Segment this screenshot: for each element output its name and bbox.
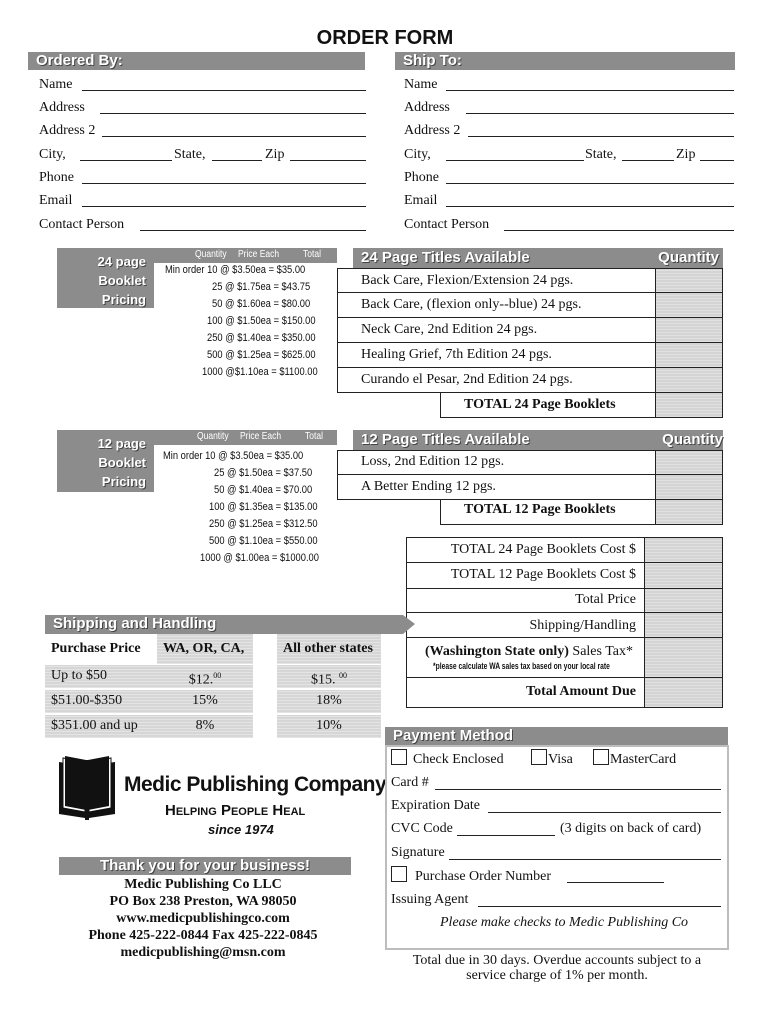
company-website: www.medicpublishingco.com [116, 911, 290, 926]
pricing24-row: 1000 @$1.10ea = $1100.00 [202, 366, 318, 378]
shipping-range: Up to $50 [45, 665, 157, 688]
page-title: ORDER FORM [316, 27, 454, 49]
payment-visa-option[interactable] [531, 749, 573, 769]
ship-to-name-label: Name [404, 77, 438, 92]
cost-sales-tax-label [425, 644, 633, 660]
ship-to-zip-field[interactable] [700, 160, 734, 161]
shipping-wa-value [157, 665, 253, 688]
shipping-arrow-icon [403, 615, 415, 634]
titles12-qty-header: Quantity [662, 431, 723, 448]
company-address: PO Box 238 Preston, WA 98050 [109, 894, 297, 909]
titles24-header [353, 248, 723, 268]
pricing24-row: 100 @ $1.50ea = $150.00 [207, 315, 316, 327]
ship-to-phone-label: Phone [404, 170, 439, 185]
titles24-item: Healing Grief, 7th Edition 24 pgs. [361, 347, 552, 362]
pricing12-label [57, 430, 154, 492]
titles12-total-input[interactable] [655, 500, 722, 524]
expiration-date-field[interactable] [488, 812, 721, 813]
cost-total12-input[interactable] [644, 563, 722, 588]
cost-sales-tax-row [406, 638, 723, 678]
cost-total24-label: TOTAL 24 Page Booklets Cost $ [450, 542, 636, 557]
titles24-qty-input[interactable] [655, 343, 722, 367]
pricing12-row: Min order 10 @ $3.50ea = $35.00 [163, 450, 304, 462]
titles24-header-text: 24 Page Titles Available [361, 249, 530, 266]
ordered-by-name-field[interactable] [82, 90, 366, 91]
ordered-by-name-label: Name [39, 77, 73, 92]
ship-to-state-field[interactable] [622, 160, 674, 161]
shipping-header: Shipping and Handling [45, 615, 403, 634]
pricing12-row: 25 @ $1.50ea = $37.50 [214, 467, 313, 479]
company-tagline: Helping People Heal [165, 802, 306, 819]
pricing24-row: 250 @ $1.40ea = $350.00 [207, 332, 316, 344]
payment-cvc-note: (3 digits on back of card) [560, 821, 702, 836]
payment-po-option[interactable] [391, 866, 551, 886]
titles12-header-text: 12 Page Titles Available [361, 431, 530, 448]
pricing24-label [57, 248, 154, 308]
pricing24-row: 50 @ $1.60ea = $80.00 [212, 298, 311, 310]
pricing12-label-line: 12 page [97, 436, 146, 451]
cost-total-price-label: Total Price [575, 592, 636, 607]
titles24-item: Back Care, (flexion only--blue) 24 pgs. [361, 297, 582, 312]
po-checkbox[interactable] [391, 866, 407, 882]
titles12-total-row [440, 500, 723, 525]
shipping-range: $351.00 and up [45, 715, 157, 738]
pricing12-col-total: Total [305, 431, 323, 442]
pricing12-row: 50 @ $1.40ea = $70.00 [214, 484, 313, 496]
pricing12-row: 500 @ $1.10ea = $550.00 [209, 535, 318, 547]
payment-mastercard-option[interactable] [593, 749, 676, 769]
shipping-wa-value: 15% [157, 690, 253, 713]
titles24-qty-input[interactable] [655, 368, 722, 392]
ship-to-phone-field[interactable] [446, 183, 734, 184]
ordered-by-contact-label: Contact Person [39, 217, 125, 232]
pricing24-col-total: Total [303, 249, 321, 260]
cvc-code-field[interactable] [457, 835, 555, 836]
cost-total12-row [406, 563, 723, 589]
shipping-wa-value: 8% [157, 715, 253, 738]
pricing12-col-price: Price Each [240, 431, 282, 442]
shipping-range: $51.00-$350 [45, 690, 157, 713]
payment-card-label: Card # [391, 775, 429, 790]
ordered-by-header: Ordered By: [28, 52, 365, 70]
cost-shipping-input[interactable] [644, 613, 722, 637]
pricing12-col-quantity: Quantity [197, 431, 229, 442]
company-since: since 1974 [208, 822, 274, 837]
payment-terms-line1: Total due in 30 days. Overdue accounts subject to a [412, 953, 702, 968]
titles24-qty-input[interactable] [655, 293, 722, 317]
cost-sales-tax-note: *please calculate WA sales tax based on your local rate [433, 661, 610, 671]
ship-to-address-label: Address [404, 100, 450, 115]
shipping-other-value [277, 665, 381, 688]
cost-shipping-row [406, 613, 723, 638]
ship-to-city-label: City, [404, 147, 431, 162]
ship-to-address2-label: Address 2 [404, 123, 461, 138]
payment-agent-label: Issuing Agent [391, 892, 469, 907]
shipping-other-value: 18% [277, 690, 381, 713]
company-legal-name: Medic Publishing Co LLC [124, 877, 282, 892]
pricing24-col-price: Price Each [238, 249, 280, 260]
cost-total-price-input[interactable] [644, 589, 722, 612]
ship-to-name-field[interactable] [446, 90, 734, 91]
cost-sales-tax-bold: (Washington State only) [425, 644, 569, 659]
cost-total-due-label: Total Amount Due [526, 684, 636, 699]
pricing12-row: 100 @ $1.35ea = $135.00 [209, 501, 318, 513]
ship-to-state-label: State, [585, 147, 617, 162]
ship-to-contact-label: Contact Person [404, 217, 490, 232]
ordered-by-address-field[interactable] [100, 113, 366, 114]
ship-to-city-field[interactable] [446, 160, 584, 161]
pricing24-col-quantity: Quantity [195, 249, 227, 260]
cost-total-due-row [406, 678, 723, 708]
ordered-by-state-field[interactable] [212, 160, 262, 161]
titles12-header [353, 430, 723, 450]
titles24-item: Curando el Pesar, 2nd Edition 24 pgs. [361, 372, 573, 387]
company-phone: Phone 425-222-0844 Fax 425-222-0845 [88, 928, 318, 943]
titles24-row [337, 368, 723, 393]
payment-expiration-label: Expiration Date [391, 798, 481, 813]
company-name: Medic Publishing Company [124, 773, 387, 796]
pricing12-label-line: Booklet [98, 455, 146, 470]
ordered-by-city-field[interactable] [80, 160, 172, 161]
ship-to-address2-field[interactable] [468, 136, 734, 137]
titles12-row [337, 475, 723, 500]
visa-checkbox[interactable] [531, 749, 547, 765]
ordered-by-contact-field[interactable] [140, 230, 366, 231]
titles24-total-row [440, 393, 723, 418]
shipping-col-other: All other states [277, 634, 381, 664]
shipping-col-price: Purchase Price [45, 634, 157, 664]
titles24-row [337, 318, 723, 343]
titles24-row [337, 343, 723, 368]
ordered-by-email-label: Email [39, 193, 73, 208]
payment-visa-label: Visa [548, 752, 573, 767]
ordered-by-zip-field[interactable] [290, 160, 366, 161]
check-checkbox[interactable] [391, 749, 407, 765]
book-icon [55, 752, 119, 822]
ship-to-address-field[interactable] [466, 113, 734, 114]
titles24-row [337, 293, 723, 318]
titles12-qty-input[interactable] [655, 451, 722, 474]
shipping-wa-amount: $12. [188, 672, 214, 688]
payment-terms [385, 953, 729, 983]
pricing12-row: 250 @ $1.25ea = $312.50 [209, 518, 318, 530]
pricing24-row: Min order 10 @ $3.50ea = $35.00 [165, 264, 306, 276]
payment-check-label: Check Enclosed [413, 752, 504, 767]
titles24-qty-input[interactable] [655, 318, 722, 342]
cost-total24-input[interactable] [644, 538, 722, 562]
titles12-row [337, 450, 723, 475]
thanks-banner: Thank you for your business! [59, 857, 351, 875]
ship-to-zip-label: Zip [676, 147, 696, 162]
shipping-col-wa: WA, OR, CA, [157, 634, 253, 664]
ordered-by-city-label: City, [39, 147, 66, 162]
ordered-by-email-field[interactable] [82, 206, 366, 207]
titles12-item: A Better Ending 12 pgs. [361, 479, 496, 494]
cost-sales-tax-input[interactable] [644, 638, 722, 677]
titles24-qty-input[interactable] [655, 269, 722, 292]
payment-signature-label: Signature [391, 845, 445, 860]
ship-to-header: Ship To: [395, 52, 735, 70]
pricing24-label-line: 24 page [97, 254, 146, 269]
cost-shipping-label: Shipping/Handling [529, 618, 636, 633]
cost-total-price-row [406, 589, 723, 613]
issuing-agent-field[interactable] [478, 906, 721, 907]
titles12-qty-input[interactable] [655, 475, 722, 499]
payment-terms-line2: service charge of 1% per month. [466, 968, 648, 983]
company-email: medicpublishing@msn.com [120, 945, 286, 960]
ordered-by-address2-label: Address 2 [39, 123, 96, 138]
ordered-by-address-label: Address [39, 100, 85, 115]
shipping-other-value: 10% [277, 715, 381, 738]
ship-to-email-field[interactable] [446, 206, 734, 207]
titles12-total-label: TOTAL 12 Page Booklets [464, 502, 616, 517]
pricing24-label-line: Booklet [98, 273, 146, 288]
ordered-by-phone-field[interactable] [82, 183, 366, 184]
payment-mastercard-label: MasterCard [610, 752, 677, 767]
pricing24-row: 500 @ $1.25ea = $625.00 [207, 349, 316, 361]
pricing24-row: 25 @ $1.75ea = $43.75 [212, 281, 311, 293]
titles24-total-input[interactable] [655, 393, 722, 417]
titles24-item: Back Care, Flexion/Extension 24 pgs. [361, 273, 574, 288]
payment-note: Please make checks to Medic Publishing Co [440, 915, 689, 930]
po-number-field[interactable] [567, 882, 664, 883]
ordered-by-state-label: State, [174, 147, 206, 162]
payment-check-option[interactable] [391, 749, 504, 769]
ordered-by-zip-label: Zip [265, 147, 285, 162]
pricing12-label-line: Pricing [101, 474, 146, 489]
cost-total-due-input[interactable] [644, 678, 722, 707]
cost-total12-label: TOTAL 12 Page Booklets Cost $ [450, 567, 636, 582]
shipping-wa-cents: 00 [213, 671, 222, 680]
titles24-qty-header: Quantity [658, 249, 719, 266]
titles12-item: Loss, 2nd Edition 12 pgs. [361, 454, 505, 469]
signature-field[interactable] [449, 859, 721, 860]
payment-cvc-label: CVC Code [391, 821, 453, 836]
ship-to-contact-field[interactable] [504, 230, 734, 231]
pricing24-label-line: Pricing [101, 292, 146, 307]
card-number-field[interactable] [435, 789, 721, 790]
ordered-by-phone-label: Phone [39, 170, 74, 185]
shipping-other-amount: $15. [311, 672, 339, 688]
ship-to-email-label: Email [404, 193, 438, 208]
ordered-by-address2-field[interactable] [102, 136, 366, 137]
payment-header: Payment Method [385, 727, 728, 745]
titles24-item: Neck Care, 2nd Edition 24 pgs. [361, 322, 538, 337]
cost-total24-row [406, 537, 723, 563]
titles24-total-label: TOTAL 24 Page Booklets [464, 397, 616, 412]
payment-po-label: Purchase Order Number [415, 869, 552, 884]
mastercard-checkbox[interactable] [593, 749, 609, 765]
cost-sales-tax-text: Sales Tax* [568, 644, 634, 659]
pricing12-row: 1000 @ $1.00ea = $1000.00 [200, 552, 319, 564]
titles24-row [337, 268, 723, 293]
shipping-other-cents: 00 [339, 671, 347, 680]
